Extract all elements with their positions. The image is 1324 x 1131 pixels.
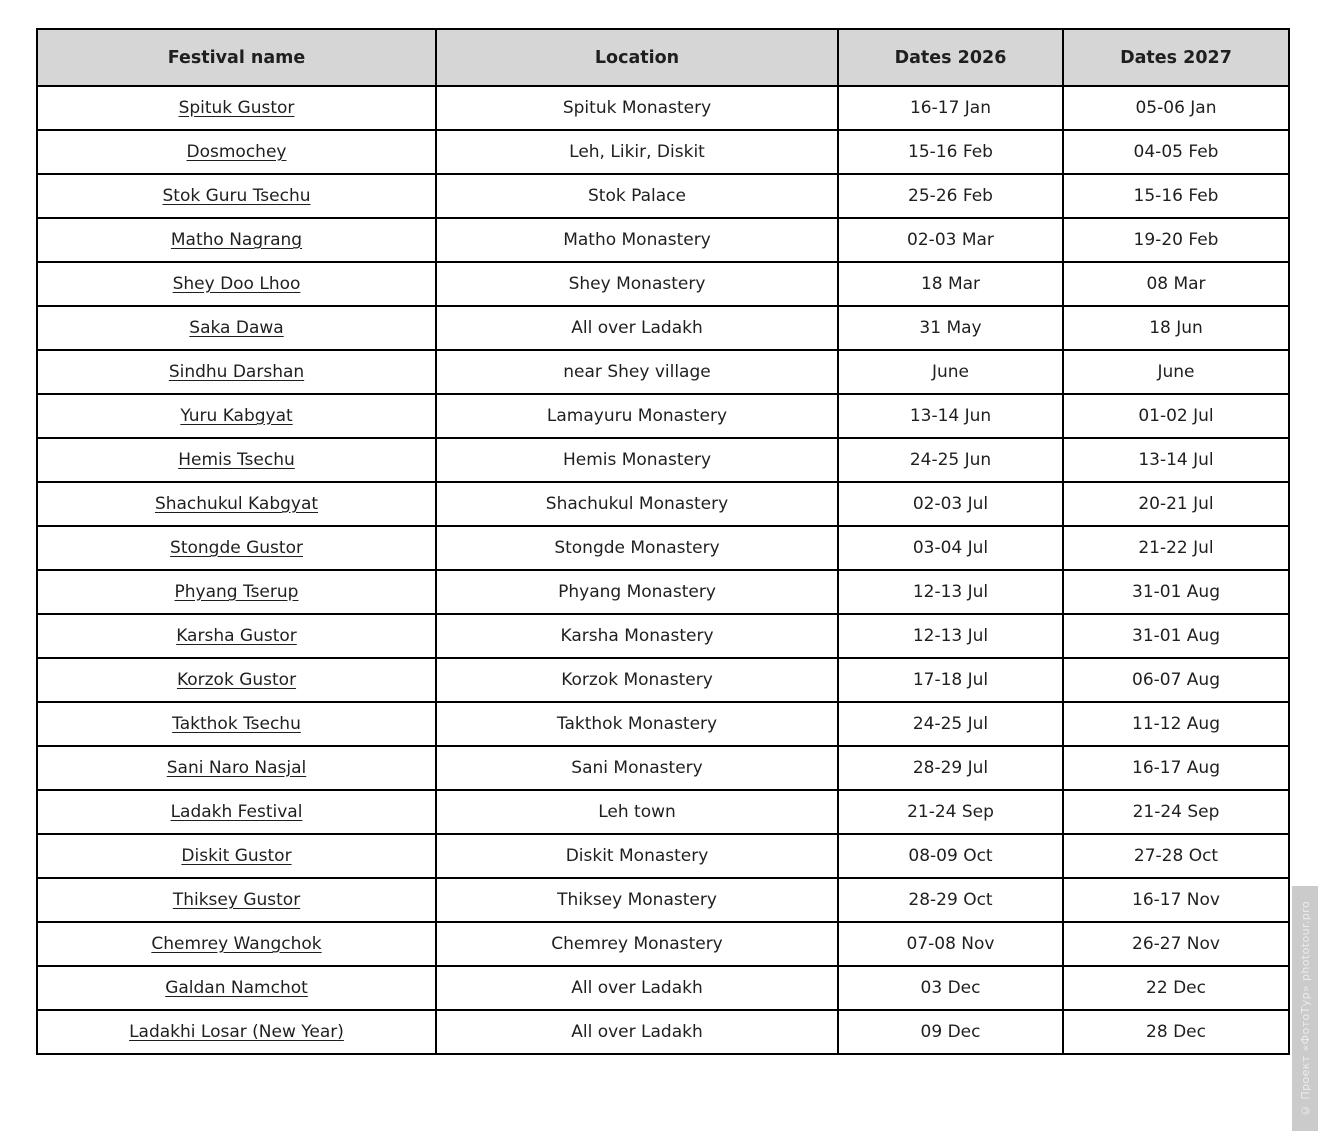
dates-2026-cell: 02-03 Jul — [838, 482, 1063, 526]
festival-link[interactable]: Thiksey Gustor — [172, 890, 301, 910]
column-header-dates-2026: Dates 2026 — [838, 29, 1063, 86]
table-row — [37, 658, 1289, 702]
location-cell: Matho Monastery — [436, 218, 838, 262]
festival-name-cell — [37, 746, 436, 790]
dates-2026-cell: 13-14 Jun — [838, 394, 1063, 438]
festival-link[interactable]: Yuru Kabgyat — [180, 406, 293, 426]
festival-link[interactable]: Stok Guru Tsechu — [162, 186, 311, 206]
dates-2026-cell: 24-25 Jun — [838, 438, 1063, 482]
festival-name-cell — [37, 790, 436, 834]
dates-2026-cell: 21-24 Sep — [838, 790, 1063, 834]
festival-link[interactable]: Dosmochey — [186, 142, 287, 162]
festival-name-cell — [37, 702, 436, 746]
dates-2026-cell: 18 Mar — [838, 262, 1063, 306]
festival-link[interactable]: Takthok Tsechu — [172, 714, 301, 734]
dates-2027-cell: 31-01 Aug — [1063, 614, 1289, 658]
dates-2027-cell: 15-16 Feb — [1063, 174, 1289, 218]
dates-2026-cell: 09 Dec — [838, 1010, 1063, 1054]
festival-link[interactable]: Phyang Tserup — [174, 582, 299, 602]
watermark-text: © Проект «ФотоТур» phototour.pro — [1298, 900, 1312, 1117]
dates-2027-cell: 26-27 Nov — [1063, 922, 1289, 966]
festival-link[interactable]: Spituk Gustor — [178, 98, 295, 118]
location-cell: Hemis Monastery — [436, 438, 838, 482]
dates-2027-cell: 18 Jun — [1063, 306, 1289, 350]
table-row — [37, 482, 1289, 526]
location-cell: All over Ladakh — [436, 1010, 838, 1054]
festival-link[interactable]: Chemrey Wangchok — [151, 934, 322, 954]
dates-2026-cell: 02-03 Mar — [838, 218, 1063, 262]
column-header-dates-2027: Dates 2027 — [1063, 29, 1289, 86]
festival-link[interactable]: Stongde Gustor — [170, 538, 303, 558]
dates-2027-cell: 28 Dec — [1063, 1010, 1289, 1054]
festival-name-cell — [37, 1010, 436, 1054]
dates-2026-cell: 03 Dec — [838, 966, 1063, 1010]
location-cell: Korzok Monastery — [436, 658, 838, 702]
dates-2027-cell: 21-22 Jul — [1063, 526, 1289, 570]
location-cell: near Shey village — [436, 350, 838, 394]
table-row — [37, 526, 1289, 570]
dates-2027-cell: 16-17 Aug — [1063, 746, 1289, 790]
dates-2026-cell: 16-17 Jan — [838, 86, 1063, 130]
dates-2027-cell: 08 Mar — [1063, 262, 1289, 306]
festival-dates-table — [36, 28, 1290, 1055]
festival-link[interactable]: Diskit Gustor — [181, 846, 292, 866]
dates-2026-cell: 25-26 Feb — [838, 174, 1063, 218]
dates-2026-cell: 07-08 Nov — [838, 922, 1063, 966]
location-cell: Lamayuru Monastery — [436, 394, 838, 438]
table-row — [37, 86, 1289, 130]
dates-2026-cell: 15-16 Feb — [838, 130, 1063, 174]
column-header-location: Location — [436, 29, 838, 86]
festival-link[interactable]: Sindhu Darshan — [168, 362, 305, 382]
festival-link[interactable]: Hemis Tsechu — [178, 450, 295, 470]
location-cell: Shey Monastery — [436, 262, 838, 306]
festival-link[interactable]: Matho Nagrang — [170, 230, 303, 250]
dates-2027-cell: 11-12 Aug — [1063, 702, 1289, 746]
watermark — [1292, 886, 1318, 1131]
festival-name-cell — [37, 438, 436, 482]
dates-2027-cell: 19-20 Feb — [1063, 218, 1289, 262]
dates-2027-cell: 22 Dec — [1063, 966, 1289, 1010]
location-cell: Leh, Likir, Diskit — [436, 130, 838, 174]
table-row — [37, 878, 1289, 922]
dates-2027-cell: 31-01 Aug — [1063, 570, 1289, 614]
festival-name-cell — [37, 86, 436, 130]
dates-2027-cell: 06-07 Aug — [1063, 658, 1289, 702]
dates-2026-cell: 03-04 Jul — [838, 526, 1063, 570]
dates-2027-cell: 04-05 Feb — [1063, 130, 1289, 174]
table-row — [37, 174, 1289, 218]
table-row — [37, 702, 1289, 746]
location-cell: Chemrey Monastery — [436, 922, 838, 966]
location-cell: Diskit Monastery — [436, 834, 838, 878]
festival-name-cell — [37, 658, 436, 702]
location-cell: Shachukul Monastery — [436, 482, 838, 526]
table-header-row — [37, 29, 1289, 86]
table-row — [37, 262, 1289, 306]
location-cell: Thiksey Monastery — [436, 878, 838, 922]
table-row — [37, 438, 1289, 482]
location-cell: Stok Palace — [436, 174, 838, 218]
location-cell: Stongde Monastery — [436, 526, 838, 570]
location-cell: Karsha Monastery — [436, 614, 838, 658]
dates-2026-cell: 24-25 Jul — [838, 702, 1063, 746]
festival-link[interactable]: Korzok Gustor — [176, 670, 297, 690]
table-row — [37, 218, 1289, 262]
festival-link[interactable]: Shachukul Kabgyat — [154, 494, 319, 514]
dates-2027-cell: 01-02 Jul — [1063, 394, 1289, 438]
festival-name-cell — [37, 570, 436, 614]
festival-name-cell — [37, 218, 436, 262]
festival-link[interactable]: Galdan Namchot — [165, 978, 308, 998]
festival-name-cell — [37, 966, 436, 1010]
table-row — [37, 394, 1289, 438]
table-row — [37, 570, 1289, 614]
festival-link[interactable]: Karsha Gustor — [176, 626, 297, 646]
dates-2026-cell: 28-29 Oct — [838, 878, 1063, 922]
location-cell: Phyang Monastery — [436, 570, 838, 614]
table-row — [37, 614, 1289, 658]
dates-2027-cell: 21-24 Sep — [1063, 790, 1289, 834]
festival-link[interactable]: Shey Doo Lhoo — [172, 274, 301, 294]
festival-link[interactable]: Sani Naro Nasjal — [166, 758, 307, 778]
festival-name-cell — [37, 878, 436, 922]
location-cell: Spituk Monastery — [436, 86, 838, 130]
location-cell: All over Ladakh — [436, 306, 838, 350]
table-row — [37, 306, 1289, 350]
location-cell: All over Ladakh — [436, 966, 838, 1010]
festival-name-cell — [37, 174, 436, 218]
dates-2026-cell: 08-09 Oct — [838, 834, 1063, 878]
festival-name-cell — [37, 262, 436, 306]
festival-name-cell — [37, 614, 436, 658]
dates-2027-cell: 27-28 Oct — [1063, 834, 1289, 878]
festival-link[interactable]: Saka Dawa — [189, 318, 284, 338]
festival-name-cell — [37, 350, 436, 394]
dates-2027-cell: 20-21 Jul — [1063, 482, 1289, 526]
dates-2026-cell: June — [838, 350, 1063, 394]
location-cell: Leh town — [436, 790, 838, 834]
dates-2027-cell: 16-17 Nov — [1063, 878, 1289, 922]
table-row — [37, 1010, 1289, 1054]
dates-2027-cell: June — [1063, 350, 1289, 394]
column-header-festival-name: Festival name — [37, 29, 436, 86]
dates-2026-cell: 28-29 Jul — [838, 746, 1063, 790]
location-cell: Takthok Monastery — [436, 702, 838, 746]
dates-2027-cell: 13-14 Jul — [1063, 438, 1289, 482]
dates-2027-cell: 05-06 Jan — [1063, 86, 1289, 130]
festival-name-cell — [37, 834, 436, 878]
festival-name-cell — [37, 394, 436, 438]
festival-name-cell — [37, 306, 436, 350]
festival-name-cell — [37, 526, 436, 570]
location-cell: Sani Monastery — [436, 746, 838, 790]
table-row — [37, 746, 1289, 790]
festival-name-cell — [37, 482, 436, 526]
dates-2026-cell: 12-13 Jul — [838, 614, 1063, 658]
table-row — [37, 350, 1289, 394]
festival-name-cell — [37, 922, 436, 966]
table-row — [37, 790, 1289, 834]
dates-2026-cell: 12-13 Jul — [838, 570, 1063, 614]
festival-name-cell — [37, 130, 436, 174]
festival-link[interactable]: Ladakhi Losar (New Year) — [129, 1022, 344, 1042]
table-row — [37, 834, 1289, 878]
table-row — [37, 922, 1289, 966]
festival-link[interactable]: Ladakh Festival — [170, 802, 303, 822]
dates-2026-cell: 17-18 Jul — [838, 658, 1063, 702]
table-row — [37, 130, 1289, 174]
table-row — [37, 966, 1289, 1010]
dates-2026-cell: 31 May — [838, 306, 1063, 350]
